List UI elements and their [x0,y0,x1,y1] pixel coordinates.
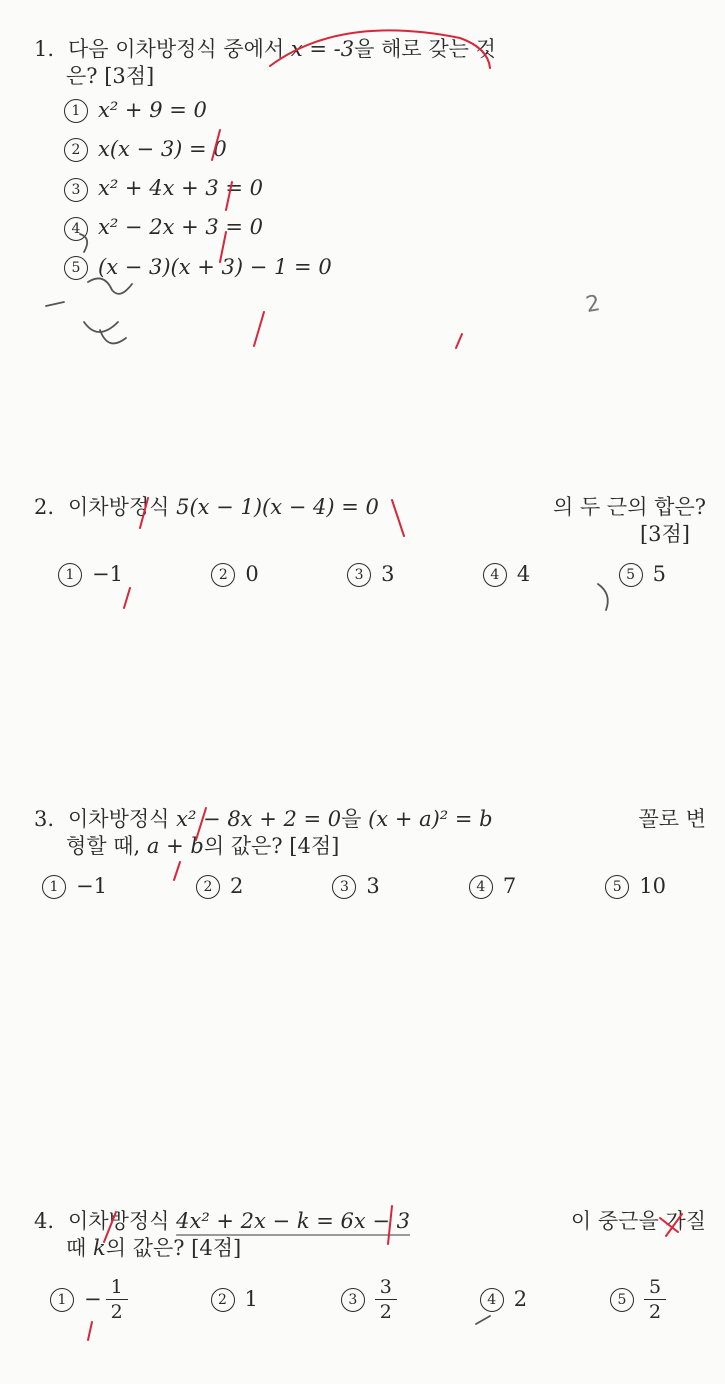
choice-3[interactable]: 3 x² + 4x + 3 = 0 [64,175,706,202]
question-number: 3. [34,807,55,831]
question-number: 4. [34,1209,55,1233]
choice-4[interactable]: 4 4 [483,561,530,588]
question-1-stem-cont: 은? [3점] [66,64,155,89]
question-number: 1. [34,37,55,61]
choice-1[interactable]: 1 −1 [42,873,107,900]
question-2 [34,494,706,588]
question-4-stem: 4. 이차방정식 4x² + 2x − k = 6x − 3 이 중근을 가질 [34,1208,706,1235]
choice-5[interactable]: 5 (x − 3)(x + 3) − 1 = 0 [64,254,706,281]
choice-2[interactable]: 2 x(x − 3) = 0 [64,136,706,163]
choice-2[interactable]: 2 2 [196,873,243,900]
question-2-points: [3점] [639,522,690,547]
fraction: $\frac{5}{2}$ [644,1277,666,1324]
choice-3[interactable]: 3 $\frac{3}{2}$ [341,1277,397,1324]
fraction: $\frac{3}{2}$ [375,1277,397,1324]
choice-1[interactable]: 1 −1 [58,561,123,588]
question-3-stem: 3. 이차방정식 x² − 8x + 2 = 0을 (x + a)² = b 꼴로 변 [34,806,706,833]
pencil-scribble [84,322,126,343]
question-4-choices [34,1277,706,1324]
choice-3[interactable]: 3 3 [332,873,379,900]
handwritten-note: 2 [583,290,603,319]
question-3 [34,806,706,900]
choice-3[interactable]: 3 3 [347,561,394,588]
question-3-choices [34,873,706,900]
choice-4[interactable]: 4 7 [469,873,516,900]
choice-1[interactable]: 1 − $\frac{1}{2}$ [50,1277,128,1324]
question-4-stem-cont: 때 k의 값은? [4점] [66,1236,242,1261]
red-tick-mark [456,334,462,348]
question-2-stem: 2. 이차방정식 5(x − 1)(x − 4) = 0 의 두 근의 합은? [34,494,706,521]
pencil-scribble [46,302,64,306]
choice-2[interactable]: 2 1 [211,1286,258,1313]
question-1-stem: 1. 다음 이차방정식 중에서 x = -3을 해로 갖는 것 [34,36,706,63]
choice-5[interactable]: 5 5 [619,561,666,588]
pencil-scribble [598,584,608,610]
choice-5[interactable]: 5 $\frac{5}{2}$ [610,1277,666,1324]
fraction: $\frac{1}{2}$ [106,1277,128,1324]
choice-2[interactable]: 2 0 [211,561,258,588]
question-2-choices [34,561,706,588]
choice-4[interactable]: 4 2 [480,1286,527,1313]
question-number: 2. [34,495,55,519]
question-1-choices [34,97,706,281]
choice-1[interactable]: 1 x² + 9 = 0 [64,97,706,124]
question-1 [34,36,706,293]
choice-5[interactable]: 5 10 [605,873,666,900]
question-3-stem-cont: 형할 때, a + b의 값은? [4점] [66,834,340,859]
question-4 [34,1208,706,1323]
red-tick-mark [124,588,130,608]
red-tick-mark [88,1322,92,1340]
red-tick-mark [254,312,264,346]
choice-4[interactable]: 4 x² − 2x + 3 = 0 [64,214,706,241]
